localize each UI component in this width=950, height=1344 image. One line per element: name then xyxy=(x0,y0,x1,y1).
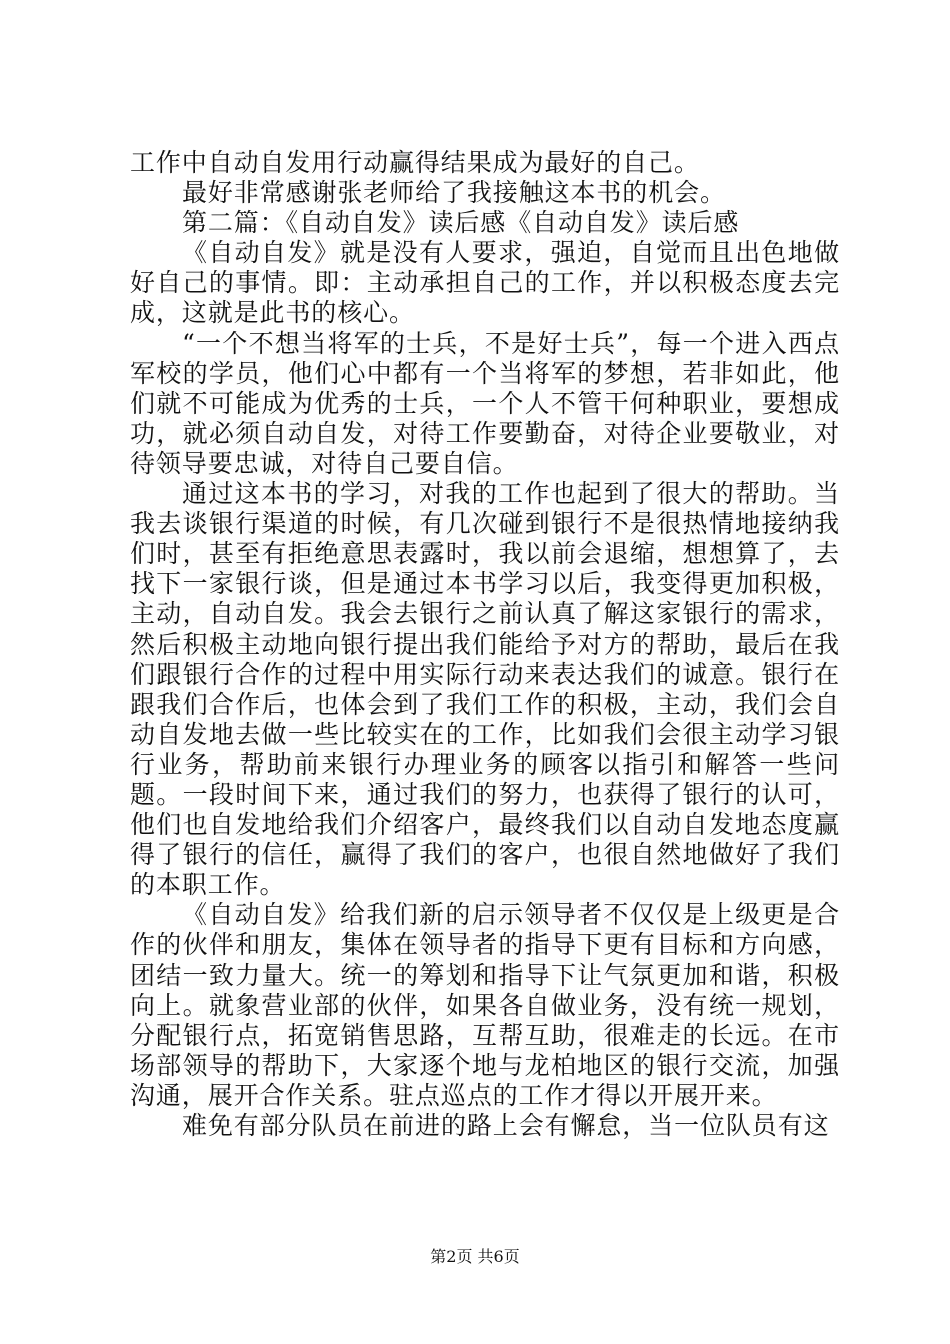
paragraph-1: 工作中自动自发用行动赢得结果成为最好的自己。 xyxy=(130,148,700,177)
section-heading: 第二篇：《自动自发》读后感《自动自发》读后感 xyxy=(182,208,740,238)
paragraph-3: 《自动自发》就是没有人要求，强迫，自觉而且出色地做好自己的事情。即：主动承担自己的工作，并以积极态度去完成，这就是此书的核心。 xyxy=(130,238,840,328)
paragraph-5: 通过这本书的学习，对我的工作也起到了很大的帮助。当我去谈银行渠道的时候，有几次碰到银行不是很热情地接纳我们时，甚至有拒绝意思表露时，我以前会退缩，想想算了，去找下一家银行谈，但是通过本书学习以后，我变得更加积极，主动，自动自发。我会去银行之前认真了解这家银行的需求，然后积极主动地向银行提出我们能给予对方的帮助，最后在我们跟银行合作的过程中用实际行动来表达我们的诚意。银行在跟我们合作后，也体会到了我们工作的积极，主动，我们会自动自发地去做一些比较实在的工作，比如我们会很主动学习银行业务，帮助前来银行办理业务的顾客以指引和解答一些问题。一段时间下来，通过我们的努力，也获得了银行的认可，他们也自发地给我们介绍客户，最终我们以自动自发地态度赢得了银行的信任，赢得了我们的客户，也很自然地做好了我们的本职工作。 xyxy=(130,479,840,900)
paragraph-6: 《自动自发》给我们新的启示领导者不仅仅是上级更是合作的伙伴和朋友，集体在领导者的指导下更有目标和方向感，团结一致力量大。统一的筹划和指导下让气氛更加和谐，积极向上。就象营业部的伙伴，如果各自做业务，没有统一规划，分配银行点，拓宽销售思路，互帮互助，很难走的长远。在市场部领导的帮助下，大家逐个地与龙柏地区的银行交流，加强沟通，展开合作关系。驻点巡点的工作才得以开展开来。 xyxy=(130,900,840,1110)
page-footer xyxy=(0,1244,950,1267)
document-body xyxy=(130,148,840,1141)
page-indicator: 第2页 共6页 xyxy=(430,1247,520,1266)
paragraph-4: “一个不想当将军的士兵，不是好士兵”，每一个进入西点军校的学员，他们心中都有一个当将军的梦想，若非如此，他们就不可能成为优秀的士兵，一个人不管干何种职业，要想成功，就必须自动自发，对待工作要勤奋，对待企业要敬业，对待领导要忠诚，对待自己要自信。 xyxy=(130,328,840,478)
paragraph-2: 最好非常感谢张老师给了我接触这本书的机会。 xyxy=(182,178,726,208)
paragraph-7: 难免有部分队员在前进的路上会有懈怠，当一位队员有这 xyxy=(182,1111,830,1140)
